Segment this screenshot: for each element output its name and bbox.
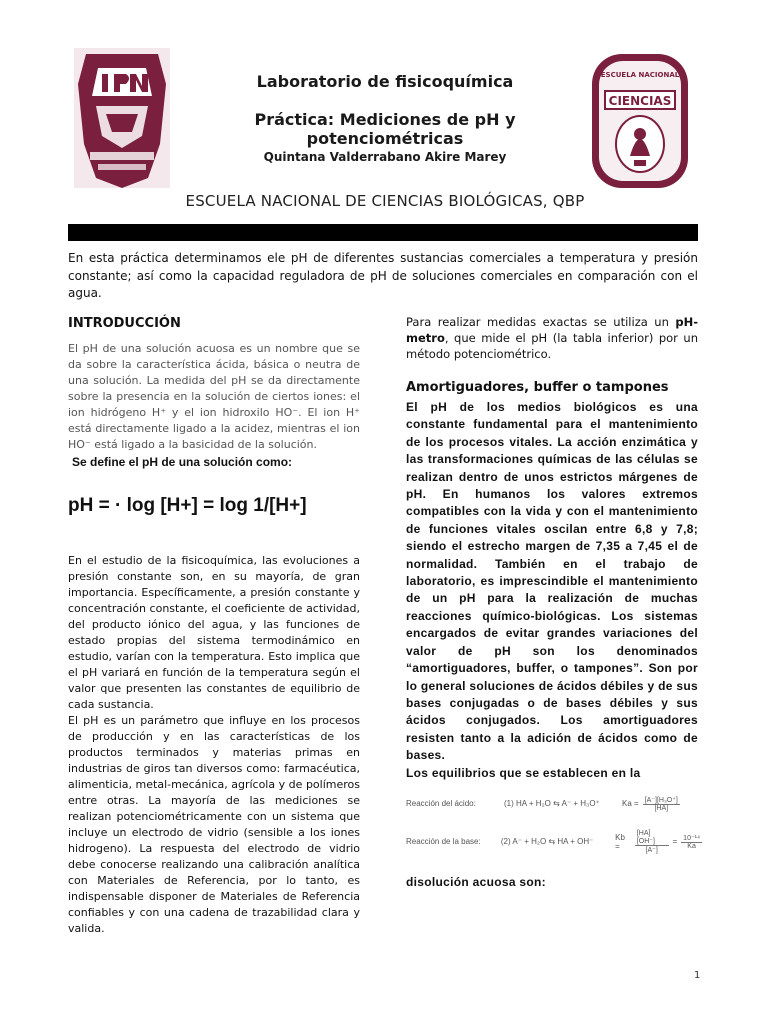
right-column <box>406 314 698 891</box>
ph-meter-text-post: , que mide el pH (la tabla inferior) por un método potenciométrico. <box>406 331 698 361</box>
kb-numerator: [HA][OH⁻] <box>635 830 669 846</box>
left-column <box>68 316 360 937</box>
school-name: ESCUELA NACIONAL DE CIENCIAS BIOLÓGICAS, QBP <box>185 192 585 210</box>
kb-fraction <box>635 830 669 854</box>
buffer-paragraph: El pH de los medios biológicos es una constante fundamental para el mantenimiento de los procesos vitales. La acción enzimática y las transformaciones químicas de las células se realizan dentro de unos estrictos márgenes de pH. En humanos los valores extremos compatibles con la vida y con el mantenimiento de funciones vitales oscilan entre 6,8 y 7,8; siendo el estrecho margen de 7,35 a 7,45 el de normalidad. También en el trabajo de laboratorio, es imprescindible el mantenimiento de un pH para la realización de muchas reacciones químico-biológicas. Los sistemas encargados de evitar grandes variaciones del valor de pH son los denominados “amortiguadores, buffer, o tampones”. Son por lo general soluciones de ácidos débiles y de sus bases conjugadas o de bases débiles y sus ácidos conjugados. Los amortiguadores resisten tanto a la adición de ácidos como de bases. <box>406 400 698 763</box>
ph-meter-text-pre: Para realizar medidas exactas se utiliza un <box>406 315 676 329</box>
base-reaction-label: Reacción de la base: <box>406 837 481 847</box>
ph-equation: pH = · log [H+] = log 1/[H+] <box>68 495 307 516</box>
ka-denominator: [HA] <box>654 804 669 812</box>
intro-heading: INTRODUCCIÓN <box>68 316 181 331</box>
page-number: 1 <box>694 970 701 981</box>
ipn-logo-icon <box>68 44 176 192</box>
acid-reaction-equation: (1) HA + H₂O ⇆ A⁻ + H₃O⁺ <box>504 799 600 809</box>
equilibrium-equations <box>406 792 698 862</box>
encb-seal-icon <box>590 52 690 190</box>
kb-numerator-2: 10⁻¹⁴ <box>683 834 700 842</box>
lab-title: Laboratorio de fisicoquímica <box>256 72 514 91</box>
acid-constant <box>622 796 684 812</box>
physchem-paragraph: En el estudio de la fisicoquímica, las evoluciones a presión constante son, en su mayoría, de gran importancia. Específicamente, a presión constante y concentración constante, el coeficiente de actividad, del producto iónico del agua, y las funciones de estado propias del sistema termodinámico en estudio, varían con la temperatura. Esto implica que el pH variará en función de la temperatura según el valor que presenten las constantes de equilibrio de cada sustancia. <box>68 554 360 711</box>
header-divider-bar <box>68 224 698 241</box>
kb-equals: = <box>672 837 678 847</box>
intro-paragraph: El pH de una solución acuosa es un nombre que se da sobre la característica ácida, básica o neutra de una solución. La medida del pH se da directamente sobre la presencia en la solución de ciertos iones: el ion hidrógeno H⁺ y el ion hidroxilo HO⁻. El ion H⁺ está directamente ligado a la acidez, mientras el ion HO⁻ está ligado a la basicidad de la solución. <box>68 342 360 451</box>
kb-denominator-2: Ka <box>687 842 696 850</box>
encb-top-text: ESCUELA NACIONAL <box>600 71 680 79</box>
industry-paragraph: El pH es un parámetro que influye en los procesos de producción y en las características de los productos terminados y materias primas en industrias de giros tan diversos como: farmacéutica, alimenticia, metal-mecánica, agrícola y de polímeros entre otras. La mayoría de las mediciones se realizan potenciométricamente con un sistema que incluye un electrodo de vidrio (sensible a los iones hidrogeno). La respuesta del electrodo de vidrio debe conocerse realizando una calibración analítica con Materiales de Referencia, por lo tanto, es indispensable disponer de Materiales de Referencia confiables y con una cadena de trazabilidad clara y valida. <box>68 714 360 935</box>
kb-denominator: [A⁻] <box>645 846 658 854</box>
ka-numerator: [A⁻][H₃O⁺] <box>644 796 678 804</box>
encb-banner-text: CIENCIAS <box>608 94 672 108</box>
acid-reaction-label: Reacción del ácido: <box>406 799 476 809</box>
ph-meter-term: pH-metro <box>406 315 698 345</box>
buffer-heading: Amortiguadores, buffer o tampones <box>406 380 669 395</box>
base-constant <box>615 830 706 854</box>
ph-definition: Se define el pH de una solución como: <box>72 455 293 469</box>
practice-title: Práctica: Mediciones de pH y potenciométricas <box>254 110 516 148</box>
base-reaction-equation: (2) A⁻ + H₂O ⇆ HA + OH⁻ <box>500 837 594 847</box>
kb-fraction-2 <box>681 834 702 850</box>
abstract: En esta práctica determinamos ele pH de diferentes sustancias comerciales a temperatura y presión constante; así como la capacidad reguladora de pH de soluciones comerciales en comparación con el agua. <box>68 251 698 300</box>
equilibria-end: disolución acuosa son: <box>406 874 546 889</box>
ka-symbol: Ka = <box>622 799 639 809</box>
kb-symbol: Kb = <box>615 832 625 851</box>
author-name: Quintana Valderrabano Akire Marey <box>263 150 507 164</box>
acid-reaction-row <box>406 796 706 812</box>
base-reaction-row <box>406 830 706 854</box>
equilibria-intro: Los equilibrios que se establecen en la <box>406 765 641 780</box>
ph-meter-paragraph <box>406 314 698 362</box>
ka-fraction <box>643 796 680 812</box>
